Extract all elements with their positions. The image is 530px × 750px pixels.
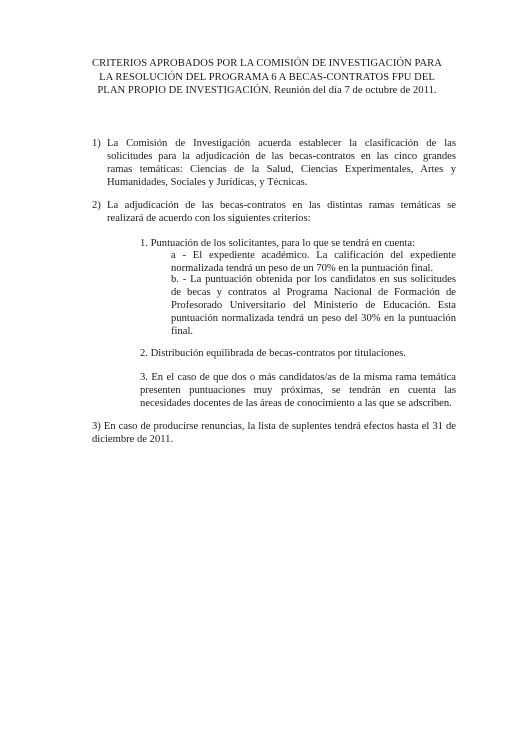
criterion-1-heading: 1. Puntuación de los solicitantes, para lo que se tendrá en cuenta:	[140, 238, 416, 249]
text-line: de becas y contratos al Programa Nacional de Formación de	[171, 287, 456, 298]
item-text	[107, 199, 456, 225]
text-line: a - El expediente académico. La calificación del expediente	[171, 250, 456, 261]
text-line: La adjudicación de las becas-contratos en las distintas ramas temáticas se	[107, 200, 456, 211]
text-line: Humanidades, Sociales y Jurídicas, y Técnicas.	[107, 177, 308, 188]
criterion-2: 2. Distribución equilibrada de becas-contratos por titulaciones.	[140, 348, 406, 359]
text-line: 3. En el caso de que dos o más candidatos/as de la misma rama temática	[140, 372, 456, 383]
title-line: PLAN PROPIO DE INVESTIGACIÓN. Reunión del día 7 de octubre de 2011.	[97, 85, 437, 96]
text-line: presenten puntuaciones muy próximas, se tendrán en cuenta las	[140, 385, 456, 396]
title-line: CRITERIOS APROBADOS POR LA COMISIÓN DE INVESTIGACIÓN PARA	[91, 58, 443, 69]
criterion-1-b	[171, 273, 456, 338]
item-text	[107, 137, 456, 189]
text-line: solicitudes para la adjudicación de las becas-contratos en las cinco grandes	[107, 151, 456, 162]
text-line: 3) En caso de producirse renuncias, la lista de suplentes tendrá efectos hasta el 31 de	[92, 421, 456, 432]
text-line: diciembre de 2011.	[92, 434, 174, 445]
text-line: final.	[171, 326, 194, 337]
text-line: puntuación normalizada tendrá un peso del 30% en la puntuación	[171, 313, 456, 324]
text-line: realizará de acuerdo con los siguientes criterios:	[107, 213, 311, 224]
text-line: Profesorado Universitario del Ministerio de Educación. Esta	[171, 300, 456, 311]
item-number: 2)	[92, 200, 101, 211]
item-number: 1)	[92, 138, 101, 149]
text-line: b. - La puntuación obtenida por los candidatos en sus solicitudes	[171, 274, 456, 285]
list-item-3	[92, 420, 456, 446]
text-line: normalizada tendrá un peso de un 70% en la puntuación final.	[171, 263, 434, 274]
text-line: necesidades docentes de las áreas de conocimiento a las que se adscriben.	[140, 398, 452, 409]
criterion-1-a	[171, 249, 456, 275]
criterion-3	[140, 371, 456, 410]
title-line: LA RESOLUCIÓN DEL PROGRAMA 6 A BECAS-CONTRATOS FPU DEL	[99, 71, 435, 83]
text-line: La Comisión de Investigación acuerda establecer la clasificación de las	[107, 138, 456, 149]
document-title	[82, 57, 452, 98]
text-line: ramas temáticas: Ciencias de la Salud, Ciencias Experimentales, Artes y	[107, 164, 456, 175]
